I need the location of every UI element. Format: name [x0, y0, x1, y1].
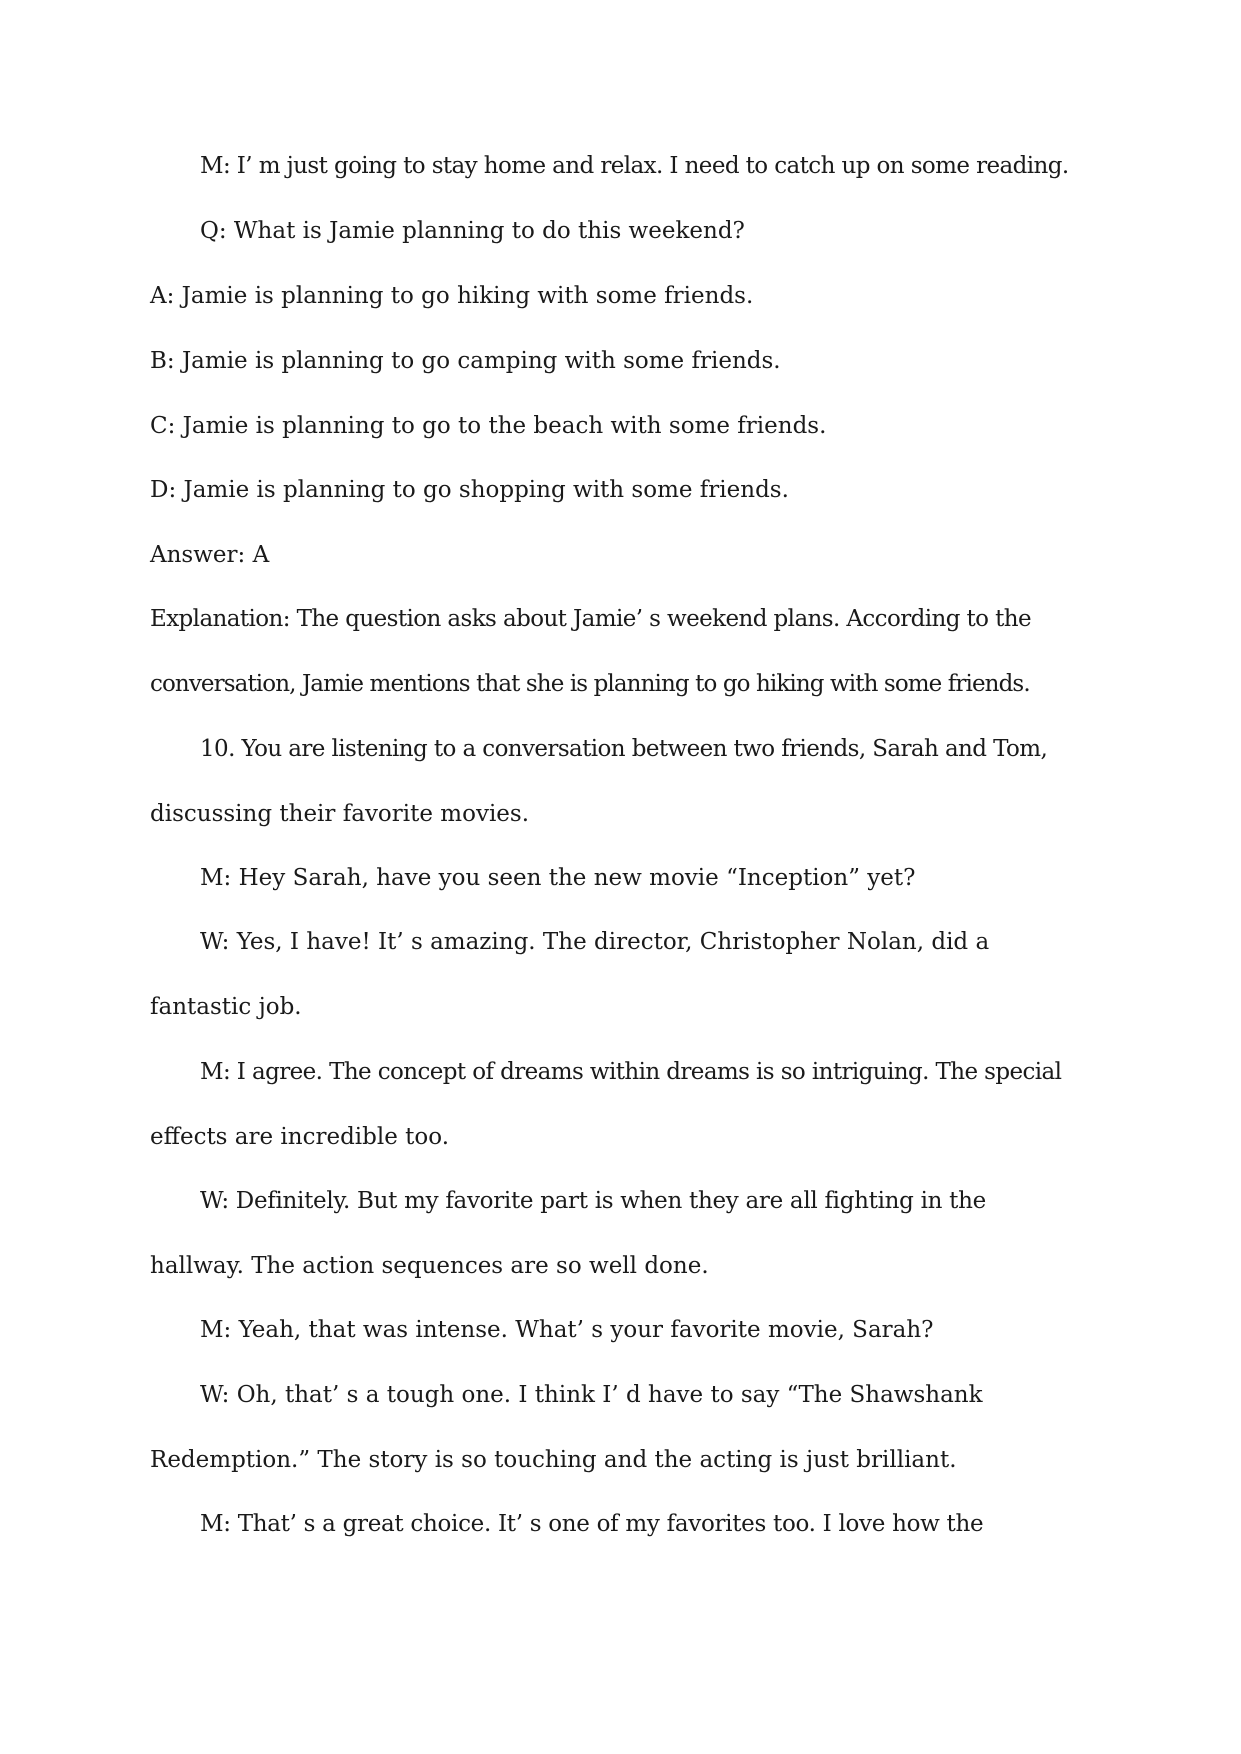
option-b: B: Jamie is planning to go camping with some friends. [150, 348, 781, 374]
explanation-line: Explanation: The question asks about Jamie’ s weekend plans. According to the [150, 606, 1031, 632]
answer-line: Answer: A [150, 542, 270, 568]
dialogue-line: W: Definitely. But my favorite part is when they are all fighting in the [200, 1188, 986, 1214]
dialogue-line: M: Yeah, that was intense. What’ s your favorite movie, Sarah? [200, 1317, 934, 1343]
dialogue-line: W: Yes, I have! It’ s amazing. The director, Christopher Nolan, did a [200, 929, 990, 955]
explanation-line: conversation, Jamie mentions that she is planning to go hiking with some friends. [150, 671, 1030, 697]
question-line: Q: What is Jamie planning to do this weekend? [200, 218, 745, 244]
dialogue-line: effects are incredible too. [150, 1124, 450, 1150]
dialogue-line: fantastic job. [150, 994, 302, 1020]
item-prompt-line: 10. You are listening to a conversation between two friends, Sarah and Tom, [200, 736, 1048, 762]
option-d: D: Jamie is planning to go shopping with some friends. [150, 477, 789, 503]
dialogue-line: M: Hey Sarah, have you seen the new movie “Inception” yet? [200, 865, 916, 891]
item-prompt-line: discussing their favorite movies. [150, 801, 530, 827]
dialogue-line: hallway. The action sequences are so well done. [150, 1253, 709, 1279]
dialogue-line: M: I agree. The concept of dreams within dreams is so intriguing. The special [200, 1059, 1062, 1085]
dialogue-line: Redemption.” The story is so touching and the acting is just brilliant. [150, 1447, 957, 1473]
option-c: C: Jamie is planning to go to the beach with some friends. [150, 413, 827, 439]
dialogue-line: M: That’ s a great choice. It’ s one of my favorites too. I love how the [200, 1511, 984, 1537]
dialogue-line: W: Oh, that’ s a tough one. I think I’ d have to say “The Shawshank [200, 1382, 983, 1408]
option-a: A: Jamie is planning to go hiking with some friends. [150, 283, 754, 309]
dialogue-line: M: I’ m just going to stay home and relax. I need to catch up on some reading. [200, 153, 1069, 179]
